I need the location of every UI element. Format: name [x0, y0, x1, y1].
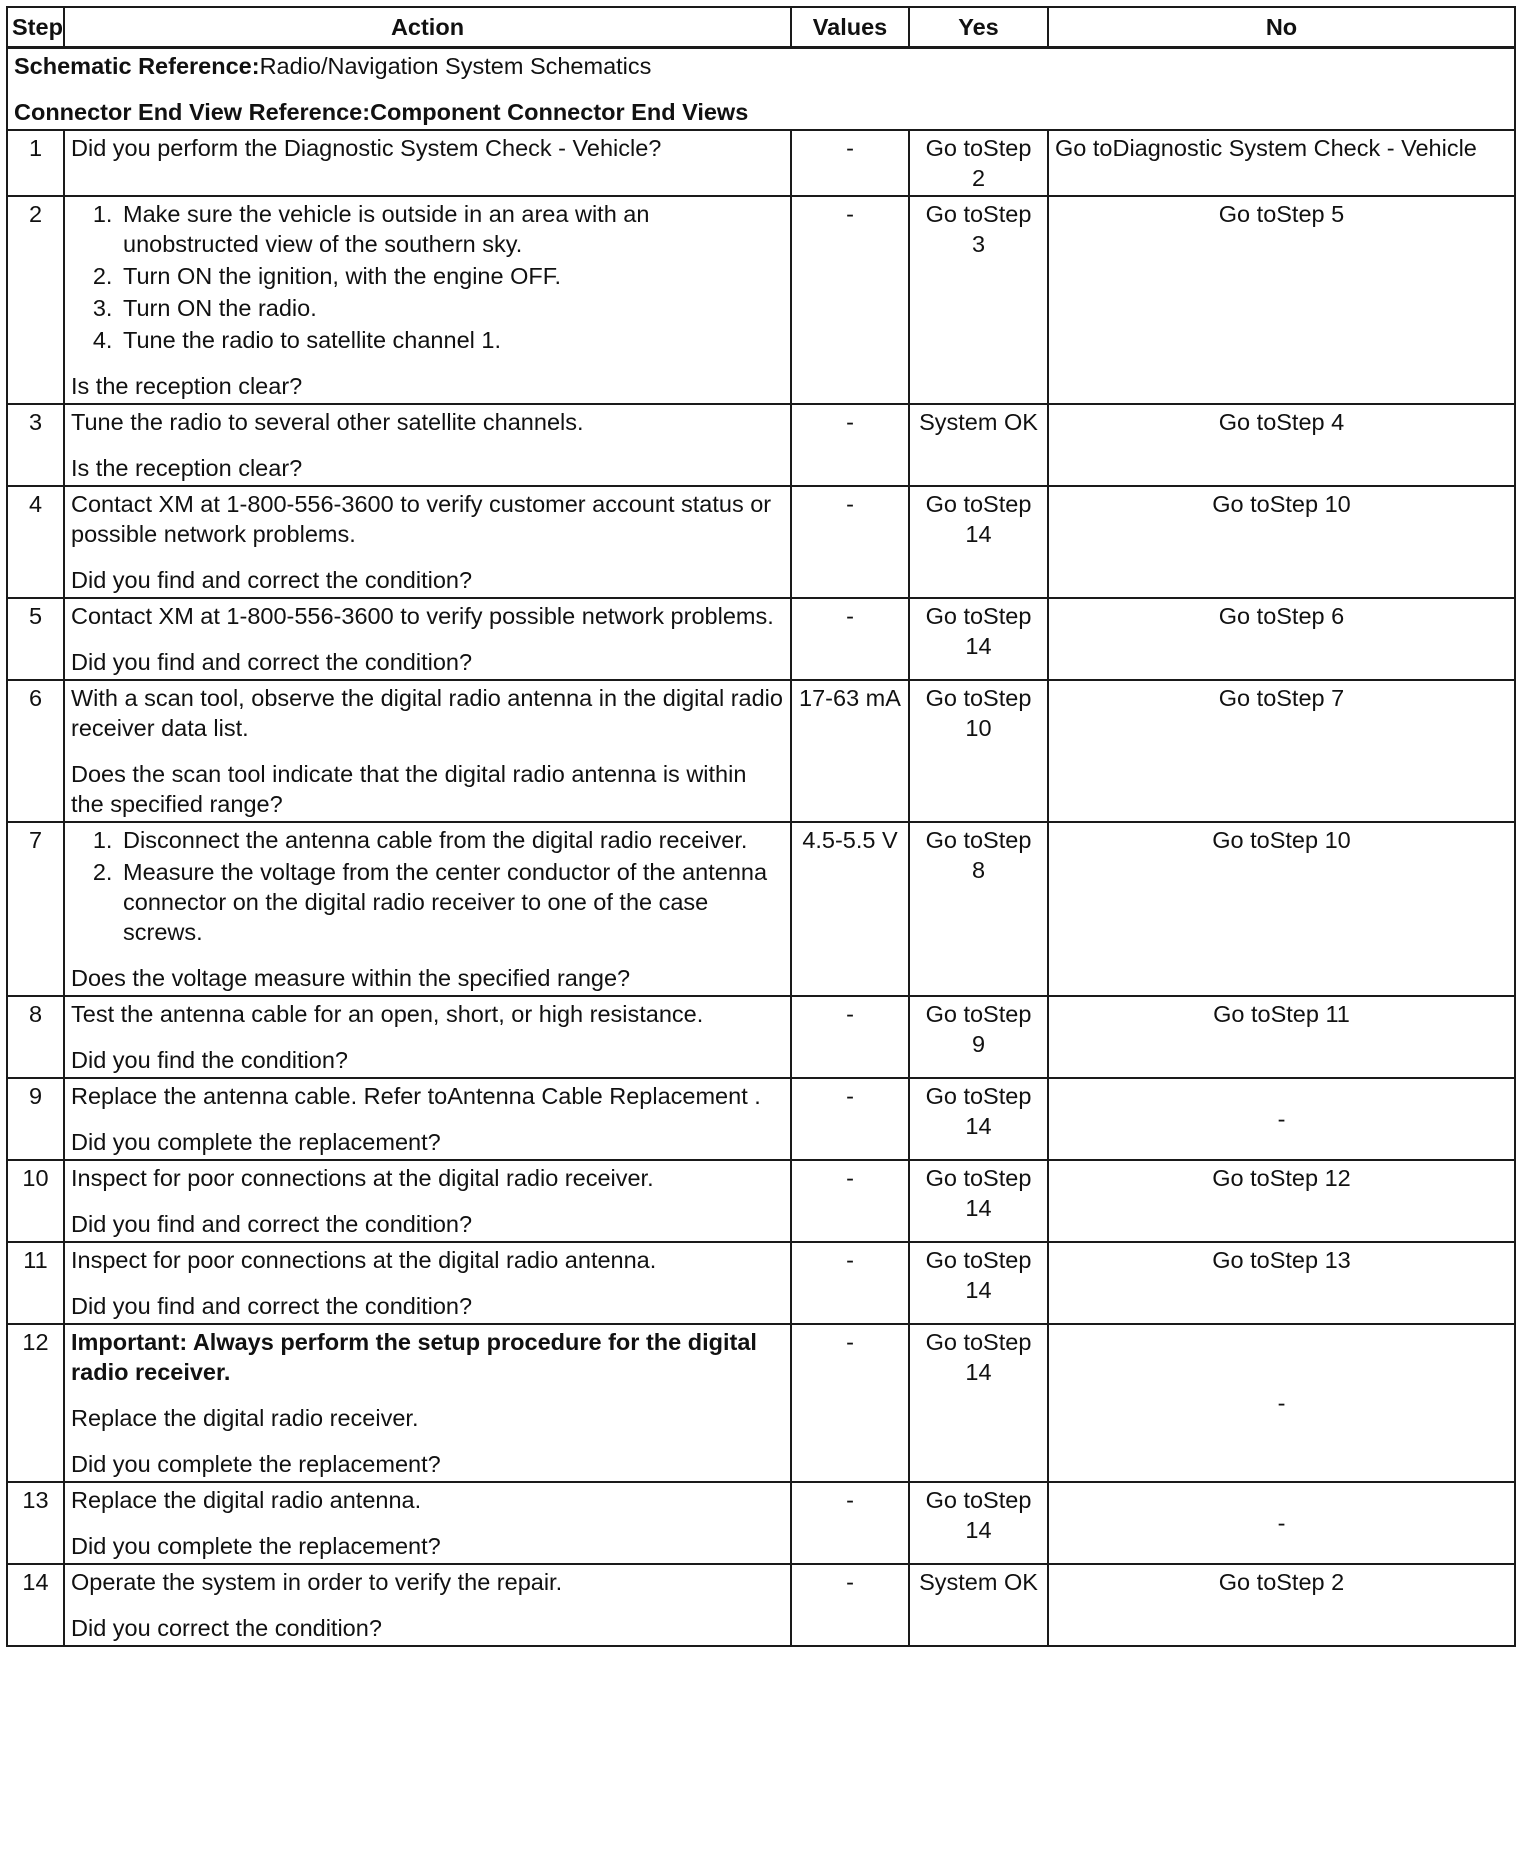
step-number: 4	[7, 486, 64, 598]
list-item: 2. Measure the voltage from the center conductor of the antenna connector on the digital radio receiver to one of the case screws.	[119, 857, 784, 947]
value-cell: 17-63 mA	[791, 680, 909, 822]
action-text: Did you perform the Diagnostic System Check - Vehicle?	[71, 135, 662, 161]
action-cell	[64, 1078, 791, 1160]
table-row	[7, 1482, 1515, 1564]
action-cell	[64, 486, 791, 598]
action-text: Inspect for poor connections at the digital radio antenna.	[71, 1247, 657, 1273]
table-row	[7, 1160, 1515, 1242]
action-steps-list	[71, 825, 784, 947]
action-question: Did you correct the condition?	[71, 1615, 382, 1641]
reference-row	[7, 48, 1515, 131]
schematic-reference-label: Schematic Reference:	[14, 53, 260, 79]
action-question: Did you find and correct the condition?	[71, 1293, 473, 1319]
no-link[interactable]: Go toStep 6	[1048, 598, 1515, 680]
action-question: Did you complete the replacement?	[71, 1451, 441, 1477]
yes-link[interactable]: Go toStep 14	[909, 1242, 1048, 1324]
value-cell: -	[791, 196, 909, 404]
action-cell	[64, 996, 791, 1078]
value-cell: -	[791, 486, 909, 598]
value-cell: -	[791, 1160, 909, 1242]
action-question: Did you complete the replacement?	[71, 1533, 441, 1559]
yes-link[interactable]: Go toStep 14	[909, 1482, 1048, 1564]
no-link: -	[1048, 1078, 1515, 1160]
step-number: 12	[7, 1324, 64, 1482]
action-text: With a scan tool, observe the digital radio antenna in the digital radio receiver data list.	[71, 685, 783, 741]
action-question: Is the reception clear?	[71, 373, 303, 399]
connector-reference-label: Connector End View Reference:	[14, 99, 371, 125]
no-link[interactable]: Go toStep 5	[1048, 196, 1515, 404]
action-text: Replace the digital radio antenna.	[71, 1487, 422, 1513]
list-item: 3. Turn ON the radio.	[119, 293, 784, 323]
action-question: Did you find and correct the condition?	[71, 1211, 473, 1237]
step-number: 13	[7, 1482, 64, 1564]
yes-link[interactable]: Go toStep 14	[909, 1324, 1048, 1482]
value-cell: -	[791, 130, 909, 196]
header-values: Values	[791, 7, 909, 48]
table-header-row	[7, 7, 1515, 48]
value-cell: -	[791, 1324, 909, 1482]
no-link: -	[1048, 1324, 1515, 1482]
action-text: Contact XM at 1-800-556-3600 to verify customer account status or possible network problems.	[71, 491, 772, 547]
action-cell	[64, 1564, 791, 1646]
yes-link[interactable]: Go toStep 10	[909, 680, 1048, 822]
schematic-reference-link[interactable]: Radio/Navigation System Schematics	[259, 53, 652, 79]
yes-link[interactable]: Go toStep 14	[909, 1160, 1048, 1242]
table-row	[7, 598, 1515, 680]
value-cell: -	[791, 598, 909, 680]
action-cell	[64, 680, 791, 822]
action-question: Did you find the condition?	[71, 1047, 348, 1073]
yes-link[interactable]: Go toStep 14	[909, 486, 1048, 598]
step-number: 6	[7, 680, 64, 822]
action-question: Does the voltage measure within the specified range?	[71, 965, 631, 991]
step-number: 1	[7, 130, 64, 196]
step-number: 2	[7, 196, 64, 404]
list-item: 1. Make sure the vehicle is outside in an area with an unobstructed view of the southern sky.	[119, 199, 784, 259]
yes-link[interactable]: Go toStep 2	[909, 130, 1048, 196]
step-number: 10	[7, 1160, 64, 1242]
action-text: Tune the radio to several other satellite channels.	[71, 409, 584, 435]
table-row	[7, 1324, 1515, 1482]
yes-link[interactable]: Go toStep 14	[909, 1078, 1048, 1160]
reference-cell	[7, 48, 1515, 131]
action-cell	[64, 196, 791, 404]
connector-reference	[14, 97, 1508, 127]
no-link[interactable]: Go toStep 10	[1048, 822, 1515, 996]
step-number: 7	[7, 822, 64, 996]
action-question: Does the scan tool indicate that the digital radio antenna is within the specified range?	[71, 761, 747, 817]
step-number: 3	[7, 404, 64, 486]
no-link: -	[1048, 1482, 1515, 1564]
table-row	[7, 680, 1515, 822]
table-row	[7, 996, 1515, 1078]
value-cell: -	[791, 404, 909, 486]
step-number: 14	[7, 1564, 64, 1646]
no-link[interactable]: Go toStep 7	[1048, 680, 1515, 822]
action-question: Is the reception clear?	[71, 455, 303, 481]
action-text: Replace the digital radio receiver.	[71, 1405, 419, 1431]
table-row	[7, 1078, 1515, 1160]
connector-reference-link[interactable]: Component Connector End Views	[370, 99, 749, 125]
action-cell	[64, 598, 791, 680]
table-row	[7, 1564, 1515, 1646]
action-question: Did you find and correct the condition?	[71, 567, 473, 593]
yes-link[interactable]: Go toStep 9	[909, 996, 1048, 1078]
value-cell: 4.5-5.5 V	[791, 822, 909, 996]
step-number: 8	[7, 996, 64, 1078]
action-question: Did you find and correct the condition?	[71, 649, 473, 675]
value-cell: -	[791, 1564, 909, 1646]
action-text: Operate the system in order to verify the repair.	[71, 1569, 563, 1595]
action-steps-list	[71, 199, 784, 355]
action-text: Contact XM at 1-800-556-3600 to verify possible network problems.	[71, 603, 774, 629]
header-no: No	[1048, 7, 1515, 48]
table-row	[7, 1242, 1515, 1324]
list-item: 1. Disconnect the antenna cable from the digital radio receiver.	[119, 825, 784, 855]
no-link[interactable]: Go toStep 13	[1048, 1242, 1515, 1324]
diagnostic-table-container	[6, 6, 1514, 1647]
yes-link[interactable]: Go toStep 14	[909, 598, 1048, 680]
step-number: 9	[7, 1078, 64, 1160]
no-link[interactable]: Go toStep 11	[1048, 996, 1515, 1078]
value-cell: -	[791, 1242, 909, 1324]
yes-link[interactable]: System OK	[909, 1564, 1048, 1646]
no-link[interactable]: Go toStep 2	[1048, 1564, 1515, 1646]
value-cell: -	[791, 1078, 909, 1160]
yes-link[interactable]: Go toStep 8	[909, 822, 1048, 996]
table-row	[7, 130, 1515, 196]
action-text: Replace the antenna cable. Refer toAntenna Cable Replacement .	[71, 1083, 761, 1109]
action-cell	[64, 1482, 791, 1564]
header-step: Step	[7, 7, 64, 48]
action-cell	[64, 822, 791, 996]
action-cell	[64, 130, 791, 196]
action-cell	[64, 1324, 791, 1482]
header-action: Action	[64, 7, 791, 48]
table-row	[7, 822, 1515, 996]
list-item: 4. Tune the radio to satellite channel 1.	[119, 325, 784, 355]
diagnostic-table	[6, 6, 1516, 1647]
action-text: Inspect for poor connections at the digital radio receiver.	[71, 1165, 654, 1191]
yes-link[interactable]: Go toStep 3	[909, 196, 1048, 404]
action-cell	[64, 1160, 791, 1242]
important-note: Important: Always perform the setup procedure for the digital radio receiver.	[71, 1329, 757, 1385]
list-item: 2. Turn ON the ignition, with the engine OFF.	[119, 261, 784, 291]
action-cell	[64, 404, 791, 486]
schematic-reference	[14, 51, 1508, 81]
no-link[interactable]: Go toStep 10	[1048, 486, 1515, 598]
no-link[interactable]: Go toStep 12	[1048, 1160, 1515, 1242]
step-number: 11	[7, 1242, 64, 1324]
value-cell: -	[791, 996, 909, 1078]
step-number: 5	[7, 598, 64, 680]
value-cell: -	[791, 1482, 909, 1564]
action-text: Test the antenna cable for an open, short, or high resistance.	[71, 1001, 704, 1027]
header-yes: Yes	[909, 7, 1048, 48]
no-link[interactable]: Go toDiagnostic System Check - Vehicle	[1048, 130, 1515, 196]
table-row	[7, 196, 1515, 404]
no-link[interactable]: Go toStep 4	[1048, 404, 1515, 486]
action-cell	[64, 1242, 791, 1324]
table-row	[7, 404, 1515, 486]
table-row	[7, 486, 1515, 598]
yes-link[interactable]: System OK	[909, 404, 1048, 486]
action-question: Did you complete the replacement?	[71, 1129, 441, 1155]
